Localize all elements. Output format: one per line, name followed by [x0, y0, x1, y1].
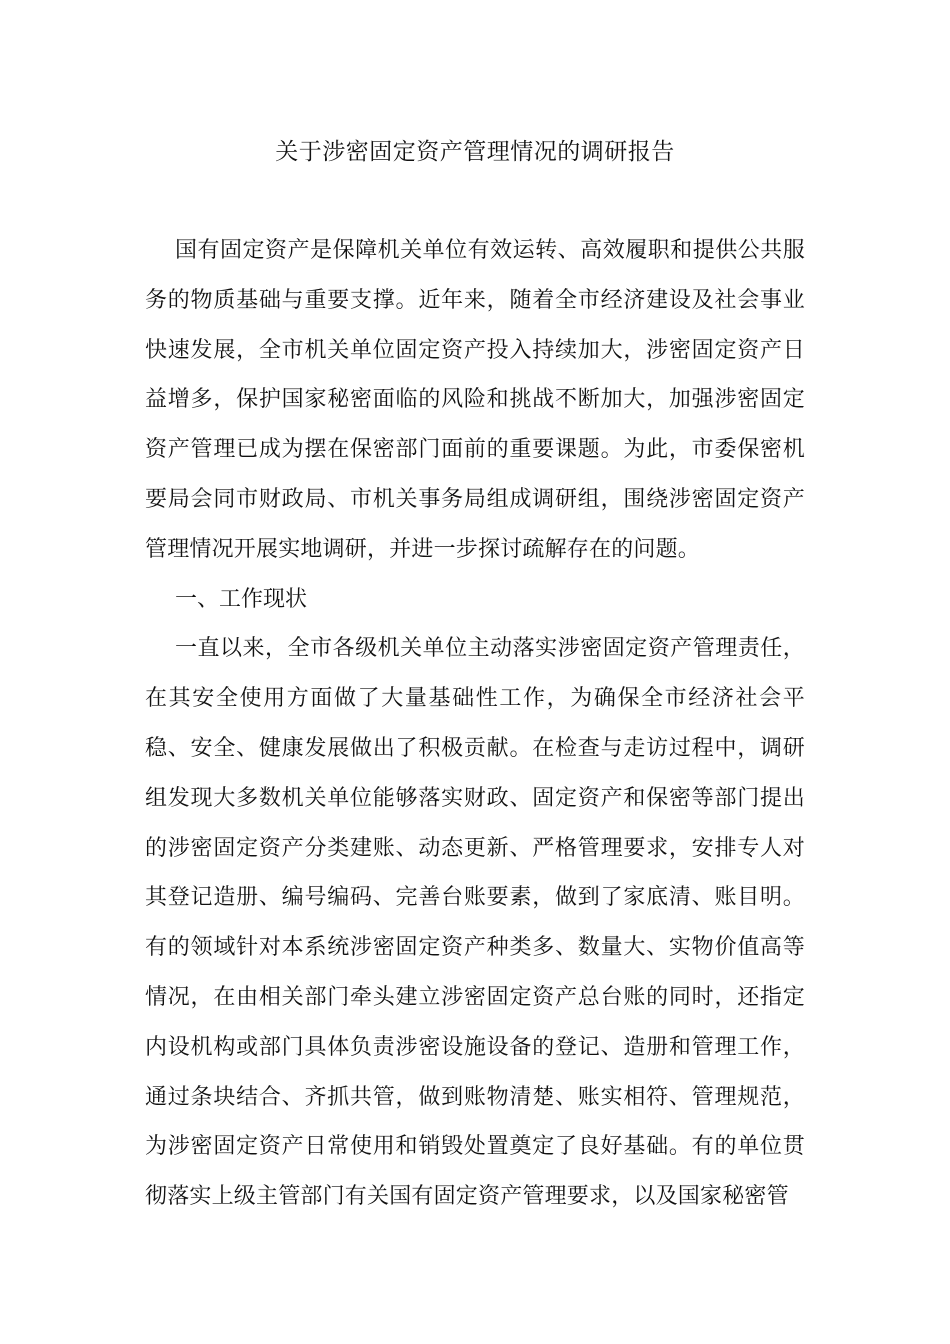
- paragraph-status: 一直以来，全市各级机关单位主动落实涉密固定资产管理责任，在其安全使用方面做了大量基础性工作，为确保全市经济社会平稳、安全、健康发展做出了积极贡献。在检查与走访过程中，调研组发现大多数机关单位能够落实财政、固定资产和保密等部门提出的涉密固定资产分类建账、动态更新、严格管理要求，安排专人对其登记造册、编号编码、完善台账要素，做到了家底清、账目明。有的领域针对本系统涉密固定资产种类多、数量大、实物价值高等情况，在由相关部门牵头建立涉密固定资产总台账的同时，还指定内设机构或部门具体负责涉密设施设备的登记、造册和管理工作，通过条块结合、齐抓共管，做到账物清楚、账实相符、管理规范，为涉密固定资产日常使用和销毁处置奠定了良好基础。有的单位贯彻落实上级主管部门有关国有固定资产管理要求，以及国家秘密管: [145, 636, 805, 1210]
- section-heading: 一、工作现状: [175, 586, 308, 612]
- document-body: [145, 226, 805, 1222]
- paragraph-intro: 国有固定资产是保障机关单位有效运转、高效履职和提供公共服务的物质基础与重要支撑。近年来，随着全市经济建设及社会事业快速发展，全市机关单位固定资产投入持续加大，涉密固定资产日益增多，保护国家秘密面临的风险和挑战不断加大，加强涉密固定资产管理已成为摆在保密部门面前的重要课题。为此，市委保密机要局会同市财政局、市机关事务局组成调研组，围绕涉密固定资产管理情况开展实地调研，并进一步探讨疏解存在的问题。: [145, 238, 805, 562]
- page-title: 关于涉密固定资产管理情况的调研报告: [275, 139, 675, 165]
